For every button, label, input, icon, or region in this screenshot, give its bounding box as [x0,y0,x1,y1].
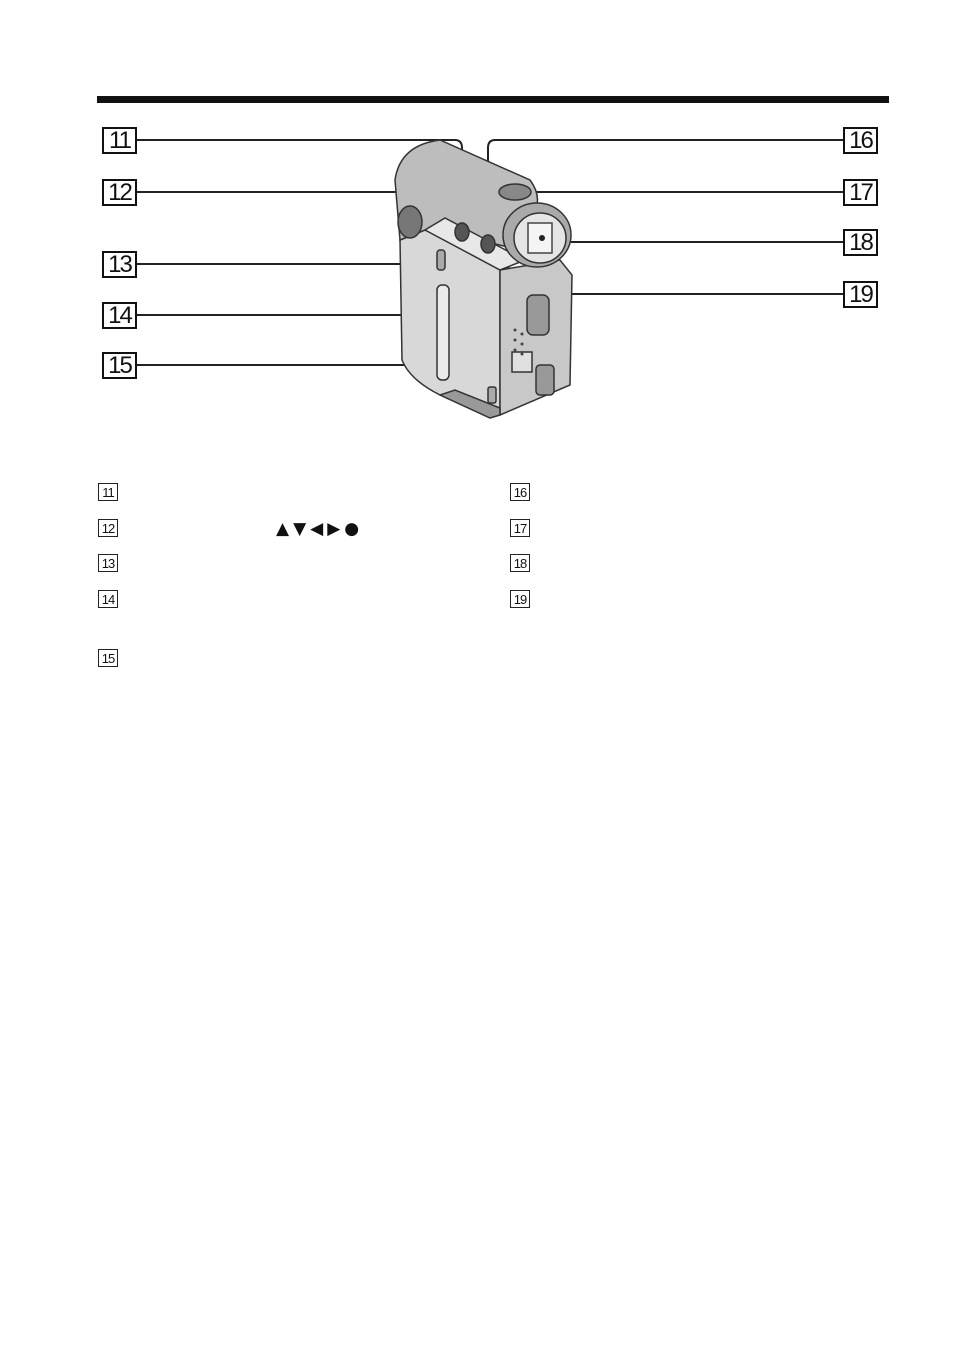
direction-symbols: ▲▼◀▶● [276,519,364,539]
legend-item-16: 16 [510,483,530,501]
header-rule [97,96,889,103]
legend-item-11: 11 [98,483,118,501]
callout-18: 18 [843,229,878,256]
legend-item-18: 18 [510,554,530,572]
legend-item-15: 15 [98,649,118,667]
callout-17: 17 [843,179,878,206]
legend-item-19: 19 [510,590,530,608]
legend-item-13: 13 [98,554,118,572]
callout-14: 14 [102,302,137,329]
legend-item-14: 14 [98,590,118,608]
legend-item-17: 17 [510,519,530,537]
callout-19: 19 [843,281,878,308]
callout-12: 12 [102,179,137,206]
camcorder-illustration [0,110,954,440]
legend-item-12: 12 [98,519,118,537]
callout-16: 16 [843,127,878,154]
callout-11: 11 [102,127,137,154]
callout-15: 15 [102,352,137,379]
callout-13: 13 [102,251,137,278]
